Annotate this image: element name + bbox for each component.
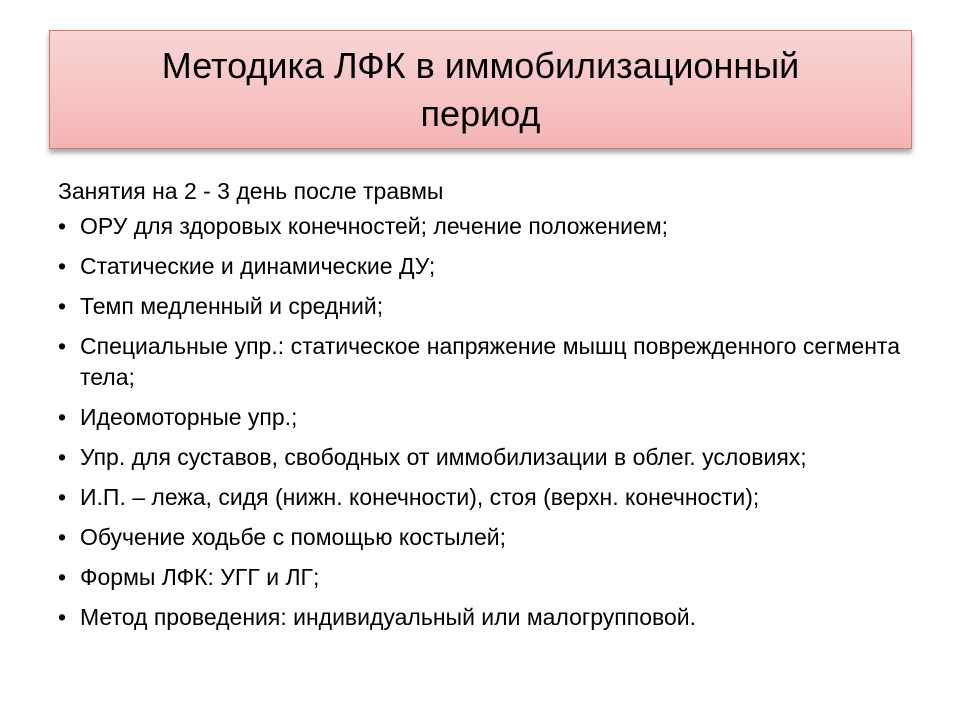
list-item xyxy=(58,291,900,322)
list-item-text: Идеомоторные упр.; xyxy=(80,404,298,430)
list-item xyxy=(58,251,900,282)
bullet-icon: • xyxy=(58,333,67,359)
list-item-text: Обучение ходьбе с помощью костылей; xyxy=(80,524,507,550)
slide-title: Методика ЛФК в иммобилизационный период xyxy=(161,44,800,134)
bullet-icon: • xyxy=(58,444,67,470)
bullet-icon: • xyxy=(58,564,67,590)
list-item-text: Темп медленный и средний; xyxy=(80,293,384,319)
slide-content xyxy=(58,176,900,642)
list-item-text: Статические и динамические ДУ; xyxy=(80,253,436,279)
list-item xyxy=(58,522,900,553)
bullet-icon: • xyxy=(58,484,67,510)
list-item xyxy=(58,442,900,473)
list-item xyxy=(58,402,900,433)
bullet-icon: • xyxy=(58,213,67,239)
bullet-icon: • xyxy=(58,604,67,630)
list-item-text: Метод проведения: индивидуальный или малогрупповой. xyxy=(80,604,697,630)
list-item-text: И.П. – лежа, сидя (нижн. конечности), стоя (верхн. конечности); xyxy=(80,484,760,510)
list-item-text: ОРУ для здоровых конечностей; лечение положением; xyxy=(80,213,669,239)
list-item xyxy=(58,602,900,633)
list-item-text: Формы ЛФК: УГГ и ЛГ; xyxy=(80,564,320,590)
bullet-icon: • xyxy=(58,293,67,319)
bullet-list xyxy=(58,211,900,633)
bullet-icon: • xyxy=(58,253,67,279)
intro-text: Занятия на 2 - 3 день после травмы xyxy=(58,178,444,204)
slide-title-box xyxy=(49,30,912,149)
list-item xyxy=(58,482,900,513)
bullet-icon: • xyxy=(58,404,67,430)
bullet-icon: • xyxy=(58,524,67,550)
list-item xyxy=(58,211,900,242)
list-item xyxy=(58,331,900,393)
list-item xyxy=(58,562,900,593)
list-item-text: Специальные упр.: статическое напряжение мышц поврежденного сегмента тела; xyxy=(80,333,900,390)
list-item-text: Упр. для суставов, свободных от иммобилизации в облег. условиях; xyxy=(80,444,807,470)
